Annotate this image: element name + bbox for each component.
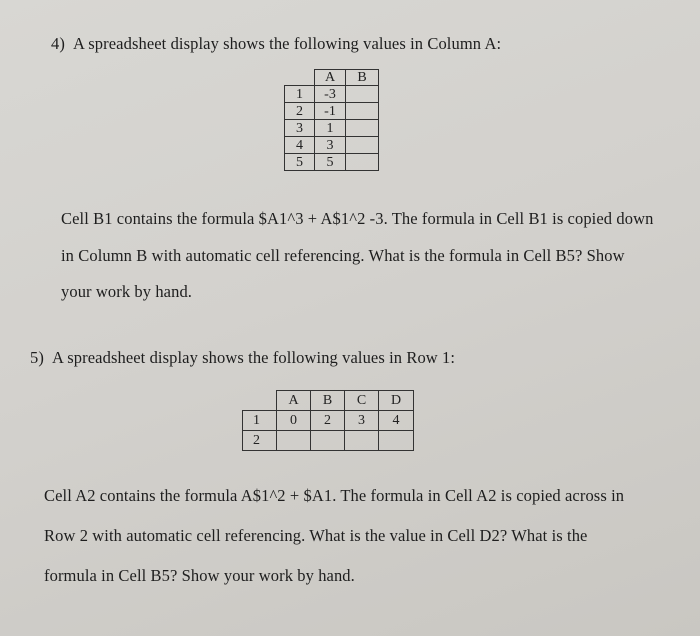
column-header-c: C — [345, 391, 379, 411]
cell-b1 — [346, 86, 379, 103]
table-header-row — [243, 391, 414, 411]
q4-text-line-1: Cell B1 contains the formula $A1^3 + A$1^2 -3. The formula in Cell B1 is copied down — [61, 209, 654, 228]
cell-b1: 2 — [311, 411, 345, 431]
q4-text-line-2: in Column B with automatic cell referencing. What is the formula in Cell B5? Show — [61, 246, 625, 265]
q5-number: 5) — [30, 348, 44, 367]
cell-a1: 0 — [277, 411, 311, 431]
q4-number: 4) — [51, 34, 65, 53]
q5-heading — [30, 348, 455, 368]
row-header: 2 — [243, 431, 277, 451]
cell-b3 — [346, 120, 379, 137]
cell-a2: -1 — [315, 103, 346, 120]
corner-cell — [243, 391, 277, 411]
row-header: 5 — [285, 154, 315, 171]
q4-heading — [51, 34, 501, 54]
cell-d2 — [379, 431, 414, 451]
column-header-b: B — [346, 70, 379, 86]
q5-spreadsheet-table — [242, 390, 414, 451]
table-row — [285, 86, 379, 103]
table-row — [285, 137, 379, 154]
q5-text-line-1: Cell A2 contains the formula A$1^2 + $A1. The formula in Cell A2 is copied across in — [44, 486, 625, 505]
cell-b5 — [346, 154, 379, 171]
row-header: 2 — [285, 103, 315, 120]
cell-a1: -3 — [315, 86, 346, 103]
q5-text-line-3: formula in Cell B5? Show your work by hand. — [44, 566, 355, 585]
table-row — [285, 154, 379, 171]
q4-intro: A spreadsheet display shows the following values in Column A: — [72, 34, 502, 53]
corner-cell — [285, 70, 315, 86]
cell-a4: 3 — [315, 137, 346, 154]
cell-c2 — [345, 431, 379, 451]
cell-b2 — [311, 431, 345, 451]
q5-intro: A spreadsheet display shows the following values in Row 1: — [51, 348, 456, 367]
row-header: 1 — [285, 86, 315, 103]
cell-d1: 4 — [379, 411, 414, 431]
cell-a5: 5 — [315, 154, 346, 171]
cell-c1: 3 — [345, 411, 379, 431]
cell-b4 — [346, 137, 379, 154]
q4-text-line-3: your work by hand. — [61, 282, 193, 301]
row-header: 1 — [243, 411, 277, 431]
column-header-d: D — [379, 391, 414, 411]
column-header-b: B — [311, 391, 345, 411]
q5-text-line-2: Row 2 with automatic cell referencing. What is the value in Cell D2? What is the — [44, 526, 588, 545]
table-row — [243, 431, 414, 451]
row-header: 4 — [285, 137, 315, 154]
table-header-row — [285, 70, 379, 86]
column-header-a: A — [315, 70, 346, 86]
row-header: 3 — [285, 120, 315, 137]
cell-a2 — [277, 431, 311, 451]
table-row — [243, 411, 414, 431]
column-header-a: A — [277, 391, 311, 411]
cell-a3: 1 — [315, 120, 346, 137]
table-row — [285, 103, 379, 120]
table-row — [285, 120, 379, 137]
cell-b2 — [346, 103, 379, 120]
q4-spreadsheet-table — [284, 69, 379, 171]
